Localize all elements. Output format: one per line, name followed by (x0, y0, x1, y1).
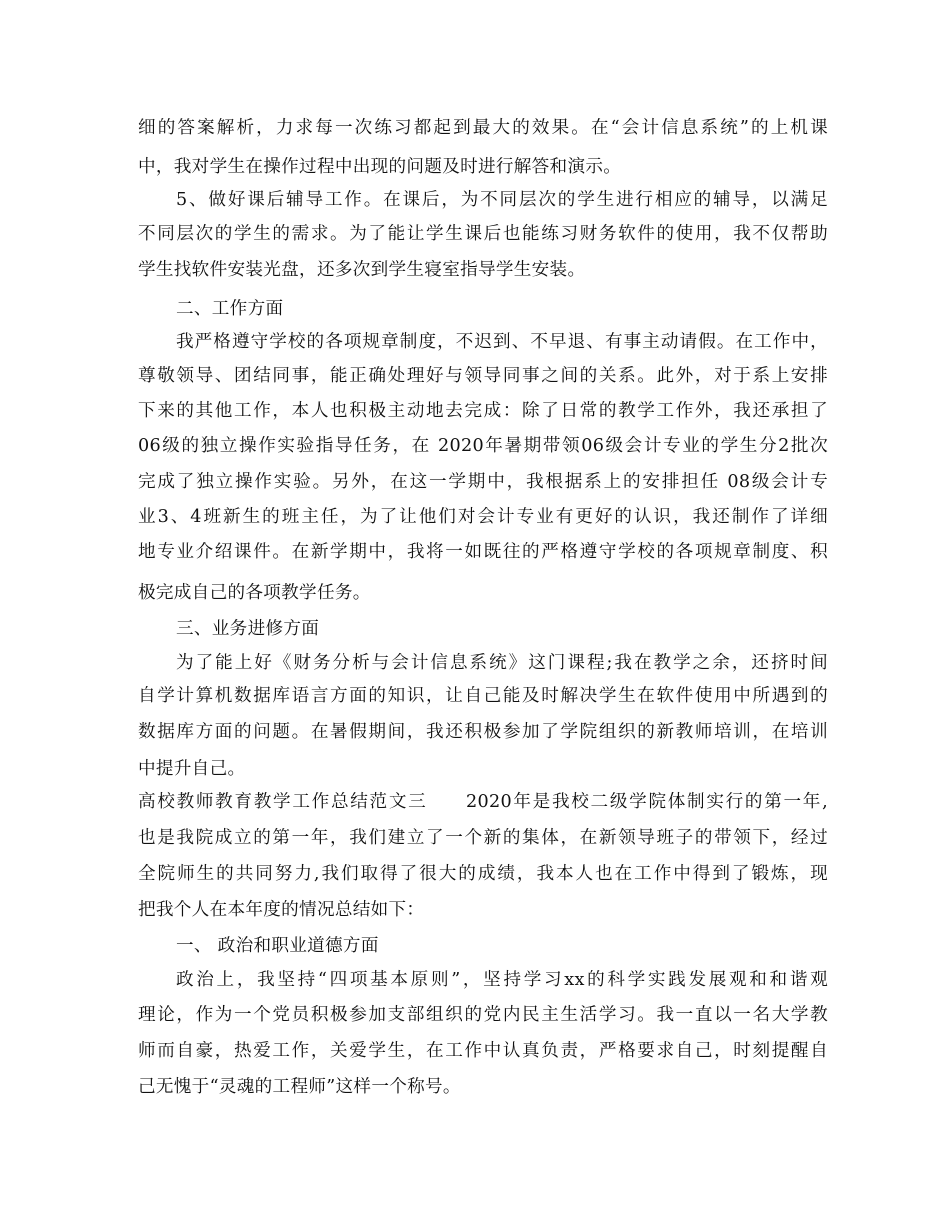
text-line: 中，我对学生在操作过程中出现的问题及时进行解答和演示。 (138, 157, 622, 177)
text-line: 政治上，我坚持“四项基本原则”，坚持学习xx的科学实践发展观和和谐观 (176, 970, 828, 990)
section-heading: 三、业务进修方面 (176, 619, 320, 639)
text-line: 细的答案解析，力求每一次练习都起到最大的效果。在“会计信息系统”的上机课 (138, 118, 828, 138)
text-line: 己无愧于“灵魂的工程师”这样一个称号。 (138, 1077, 461, 1097)
text-line: 学生找软件安装光盘，还多次到学生寝室指导学生安装。 (138, 260, 586, 280)
text-line: 06级的独立操作实验指导任务，在 2020年暑期带领06级会计专业的学生分2批次 (138, 436, 828, 456)
text-line: 5、做好课后辅导工作。在课后，为不同层次的学生进行相应的辅导，以满足 (176, 190, 828, 210)
text-line: 下来的其他工作，本人也积极主动地去完成：除了日常的教学工作外，我还承担了 (138, 401, 828, 421)
text-line: 我严格遵守学校的各项规章制度，不迟到、不早退、有事主动请假。在工作中， (176, 332, 828, 352)
article-title-line: 高校教师教育教学工作总结范文三 2020年是我校二级学院体制实行的第一年, (138, 792, 828, 812)
text-line: 业3、4班新生的班主任，为了让他们对会计专业有更好的认识，我还制作了详细 (138, 507, 828, 527)
text-line: 尊敬领导、团结同事，能正确处理好与领导同事之间的关系。此外，对于系上安排 (138, 366, 828, 386)
section-heading: 二、工作方面 (176, 299, 284, 319)
text-line: 极完成自己的各项教学任务。 (138, 583, 371, 603)
text-line: 也是我院成立的第一年，我们建立了一个新的集体，在新领导班子的带领下，经过 (138, 828, 828, 848)
text-line: 理论，作为一个党员积极参加支部组织的党内民主生活学习。我一直以一名大学教 (138, 1005, 828, 1025)
text-line: 师而自豪，热爱工作，关爱学生，在工作中认真负责，严格要求自己，时刻提醒自 (138, 1041, 828, 1061)
text-line: 地专业介绍课件。在新学期中，我将一如既往的严格遵守学校的各项规章制度、积 (138, 542, 828, 562)
text-line: 把我个人在本年度的情况总结如下： (138, 900, 425, 920)
text-line: 数据库方面的问题。在暑假期间，我还积极参加了学院组织的新教师培训，在培训 (138, 722, 828, 742)
text-line: 不同层次的学生的需求。为了能让学生课后也能练习财务软件的使用，我不仅帮助 (138, 224, 828, 244)
section-heading: 一、 政治和职业道德方面 (176, 936, 379, 956)
text-line: 完成了独立操作实验。另外，在这一学期中，我根据系上的安排担任 08级会计专 (138, 472, 828, 492)
text-line: 自学计算机数据库语言方面的知识，让自己能及时解决学生在软件使用中所遇到的 (138, 686, 828, 706)
text-line: 全院师生的共同努力,我们取得了很大的成绩，我本人也在工作中得到了锻炼，现 (138, 864, 828, 884)
text-line: 中提升自己。 (138, 759, 246, 779)
text-line: 为了能上好《财务分析与会计信息系统》这门课程;我在教学之余，还挤时间 (176, 653, 828, 673)
